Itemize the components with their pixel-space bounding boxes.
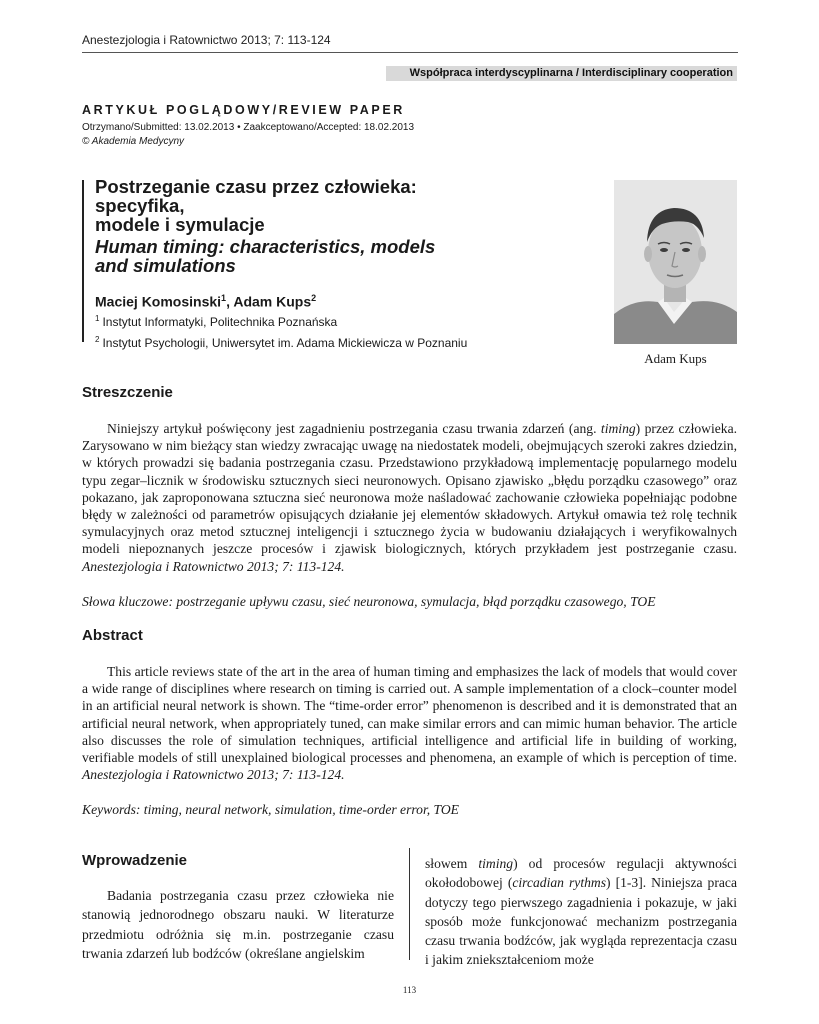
section-heading-abstract: Abstract [82,627,143,644]
section-heading-wprowadzenie: Wprowadzenie [82,852,188,869]
section-banner: Współpraca interdyscyplinarna / Interdisciplinary cooperation [386,66,737,81]
page-number: 113 [402,985,417,995]
abstract-paragraph: This article reviews state of the art in the area of human timing and emphasizes the lack of models that would cover a wide range of disciplines where research on timing is carried out. A sample implementation of a clock–counter model in an artificial neural network is shown. The “time-order error” phenomenon is described and it is demonstrated that an artificial neural network, when appropriately tuned, can make similar errors and can mimic human behavior. The article also discusses the role of simulation techniques, artificial intelligence and artificial life in building of working, verifiable models of still unexplained biological processes and phenomena, an example of which is perception of time. Anestezjologia i Ratownictwo 2013; 7: 113-124. [82,664,737,783]
title-polish: Postrzeganie czasu przez człowieka: specyfika, modele i symulacje [95,176,417,235]
keywords-english: Keywords: timing, neural network, simulation, time-order error, TOE [82,802,459,817]
keywords-polish: Słowa kluczowe: postrzeganie upływu czasu, sieć neuronowa, symulacja, błąd porządku czasowego, TOE [82,594,656,609]
intro-left-column: Badania postrzegania czasu przez człowieka nie stanowią jednorodnego obszaru nauki. W literaturze przedmiotu odróżnia się m.in. postrzeganie czasu trwania zdarzeń lub bodźców (określane angielskim [82,888,394,961]
article-type: ARTYKUŁ POGLĄDOWY/REVIEW PAPER [82,103,405,117]
author-name: Maciej Komosinski [95,293,222,310]
column-divider [409,848,410,960]
section-heading-streszczenie: Streszczenie [82,384,173,401]
author-photo [614,180,737,344]
affiliation: $^1$ Instytut Informatyki, Politechnika Poznańska [95,313,338,329]
authors: Maciej Komosinski$^1$, Adam Kups$^2$ [95,293,317,310]
photo-caption: Adam Kups [644,351,707,366]
author-name: Adam Kups [233,293,312,310]
streszczenie-paragraph: Niniejszy artykuł poświęcony jest zagadnieniu postrzegania czasu trwania zdarzeń (ang. timing) przez człowieka. Zarysowano w nim bieżący stan wiedzy zwracając uwagę na niedostatek modeli, obejmujących szeroki zakres dziedzin, w których prowadzi się badania postrzegania czasu. Przedstawiono przykładową implementację popularnego modelu typu zegar–licznik w środowisku sztucznych sieci neuronowych. Opisano zjawisko „błędu porządku czasowego” oraz pokazano, jak zaproponowana sztuczna sieć neuronowa może naśladować zachowanie człowieka popełniając podobne błędy w zależności od parametrów opisujących działanie jej elementów składowych. Artykuł omawia też rolę technik symulacyjnych oraz metod sztucznej inteligencji i sztucznego życia w budowaniu działających i weryfikowalnych modeli niepoznanych jeszcze procesów i zjawisk biologicznych, których przykładem jest postrzeganie czasu. Anestezjologia i Ratownictwo 2013; 7: 113-124. [82,421,737,574]
copyright: © Akademia Medycyny [82,136,185,147]
submission-dates: Otrzymano/Submitted: 13.02.2013 • Zaakceptowano/Accepted: 18.02.2013 [82,122,415,133]
header-divider [82,52,738,53]
affiliation: $^2$ Instytut Psychologii, Uniwersytet im. Adama Mickiewicza w Poznaniu [95,334,468,350]
title-english: Human timing: characteristics, models and simulations [95,236,436,276]
intro-right-column: słowem timing) od procesów regulacji aktywności okołodobowej (circadian rythms) [1-3]. Niniejsza praca dotyczy tego pierwszego zagadnienia i pokazuje, w jaki sposób może funkcjonować mechanizm postrzegania czasu trwania bodźców, jak wygląda reprezentacja czasu i jakim zniekształceniom może [425,856,737,968]
journal-header: Anestezjologia i Ratownictwo 2013; 7: 113-124 [82,33,331,47]
title-block [82,176,502,350]
